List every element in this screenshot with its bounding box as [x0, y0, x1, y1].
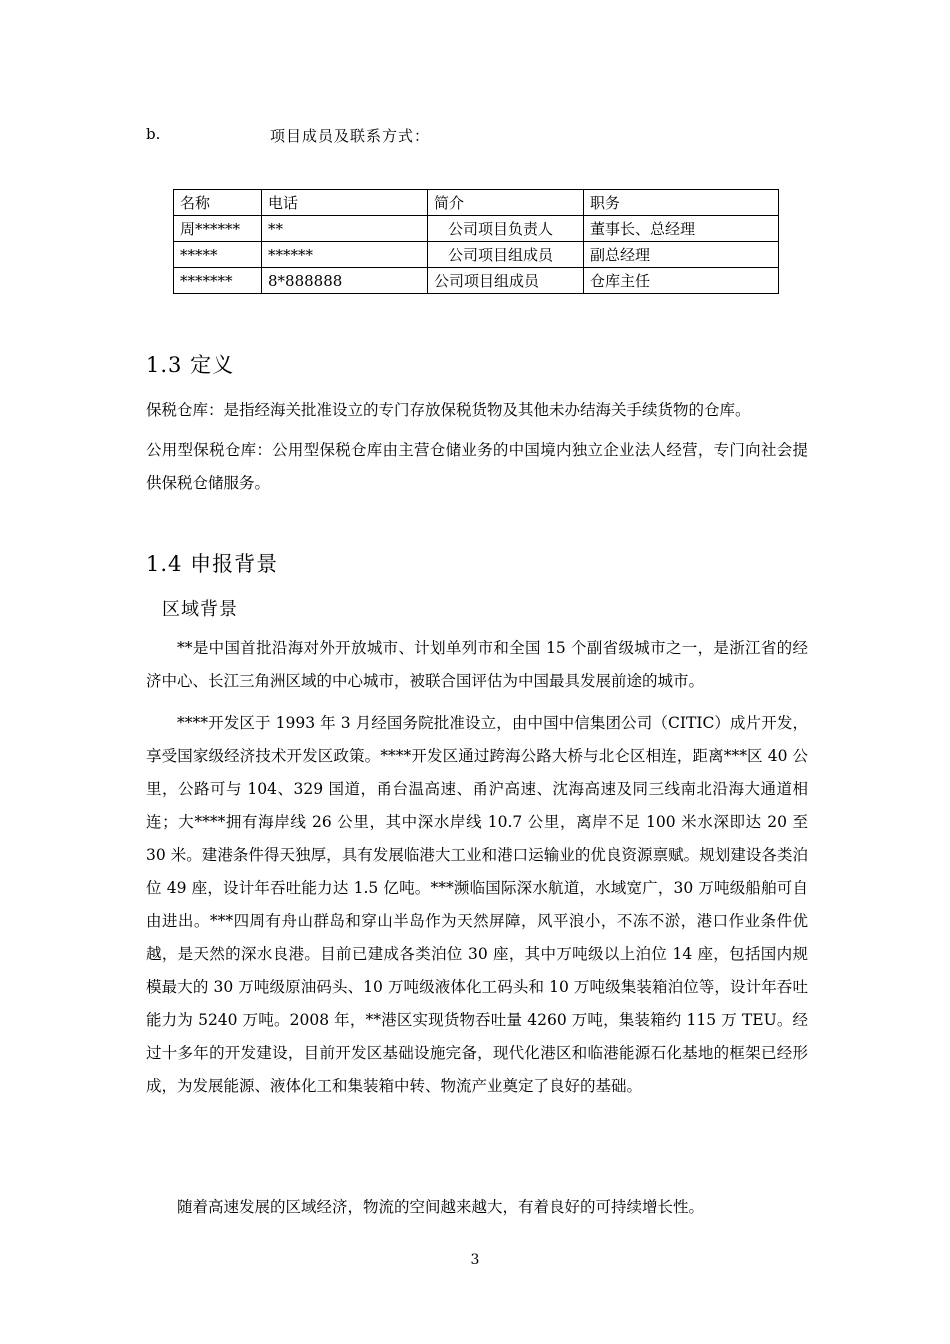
- header-intro: 简介: [428, 190, 584, 216]
- definition-bonded-warehouse: 保税仓库：是指经海关批准设立的专门存放保税货物及其他未办结海关手续货物的仓库。: [146, 401, 751, 419]
- table-cell: 周******: [174, 216, 262, 242]
- table-cell: **: [262, 216, 428, 242]
- table-cell: 副总经理: [584, 242, 779, 268]
- heading-1-3: 1.3 定义: [146, 353, 235, 377]
- subheading-regional-background: 区域背景: [162, 599, 238, 620]
- table-cell: *****: [174, 242, 262, 268]
- table-cell: 公司项目负责人: [428, 216, 584, 242]
- members-table: [173, 189, 779, 294]
- table-cell: 公司项目组成员: [428, 242, 584, 268]
- table-row: [174, 268, 779, 294]
- heading-1-4: 1.4 申报背景: [146, 552, 279, 576]
- header-position: 职务: [584, 190, 779, 216]
- paragraph-city-intro: **是中国首批沿海对外开放城市、计划单列市和全国 15 个副省级城市之一，是浙江省的经济中心、长江三角洲区域的中心城市，被联合国评估为中国最具发展前途的城市。: [146, 639, 808, 690]
- table-header-row: [174, 190, 779, 216]
- table-row: [174, 216, 779, 242]
- paragraph-development-zone: ****开发区于 1993 年 3 月经国务院批准设立，由中国中信集团公司（CITIC）成片开发，享受国家级经济技术开发区政策。****开发区通过跨海公路大桥与北仑区相连，距离***区 40 公里，公路可与 104、329 国道，甬台温高速、甬沪高速、沈海高速及同三线南北沿海大通道相连；大****拥有海岸线 26 公里，其中深水岸线 10.7 公里，离岸不足 100 米水深即达 20 至 30 米。建港条件得天独厚，具有发展临港大工业和港口运输业的优良资源禀赋。规划建设各类泊位 49 座，设计年吞吐能力达 1.5 亿吨。***濒临国际深水航道，水域宽广，30 万吨级船舶可自由进出。***四周有舟山群岛和穿山半岛作为天然屏障，风平浪小，不冻不淤，港口作业条件优越，是天然的深水良港。目前已建成各类泊位 30 座，其中万吨级以上泊位 14 座，包括国内规模最大的 30 万吨级原油码头、10 万吨级液体化工码头和 10 万吨级集装箱泊位等，设计年吞吐能力为 5240 万吨。2008 年，**港区实现货物吞吐量 4260 万吨，集装箱约 115 万 TEU。经过十多年的开发建设，目前开发区基础设施完备，现代化港区和临港能源石化基地的框架已经形成，为发展能源、液体化工和集装箱中转、物流产业奠定了良好的基础。: [146, 714, 808, 1095]
- table-cell: *******: [174, 268, 262, 294]
- paragraph-logistics-growth: 随着高速发展的区域经济，物流的空间越来越大，有着良好的可持续增长性。: [177, 1198, 705, 1216]
- header-phone: 电话: [262, 190, 428, 216]
- table-cell: 公司项目组成员: [428, 268, 584, 294]
- section-b-title: 项目成员及联系方式：: [270, 127, 431, 145]
- header-name: 名称: [174, 190, 262, 216]
- page-number: 3: [470, 1252, 480, 1268]
- table-cell: 董事长、总经理: [584, 216, 779, 242]
- table-row: [174, 242, 779, 268]
- definition-public-bonded-warehouse: 公用型保税仓库：公用型保税仓库由主营仓储业务的中国境内独立企业法人经营，专门向社会提供保税仓储服务。: [146, 441, 808, 492]
- table-cell: 仓库主任: [584, 268, 779, 294]
- table-cell: ******: [262, 242, 428, 268]
- section-b-marker: b.: [146, 125, 161, 143]
- table-cell: 8*888888: [262, 268, 428, 294]
